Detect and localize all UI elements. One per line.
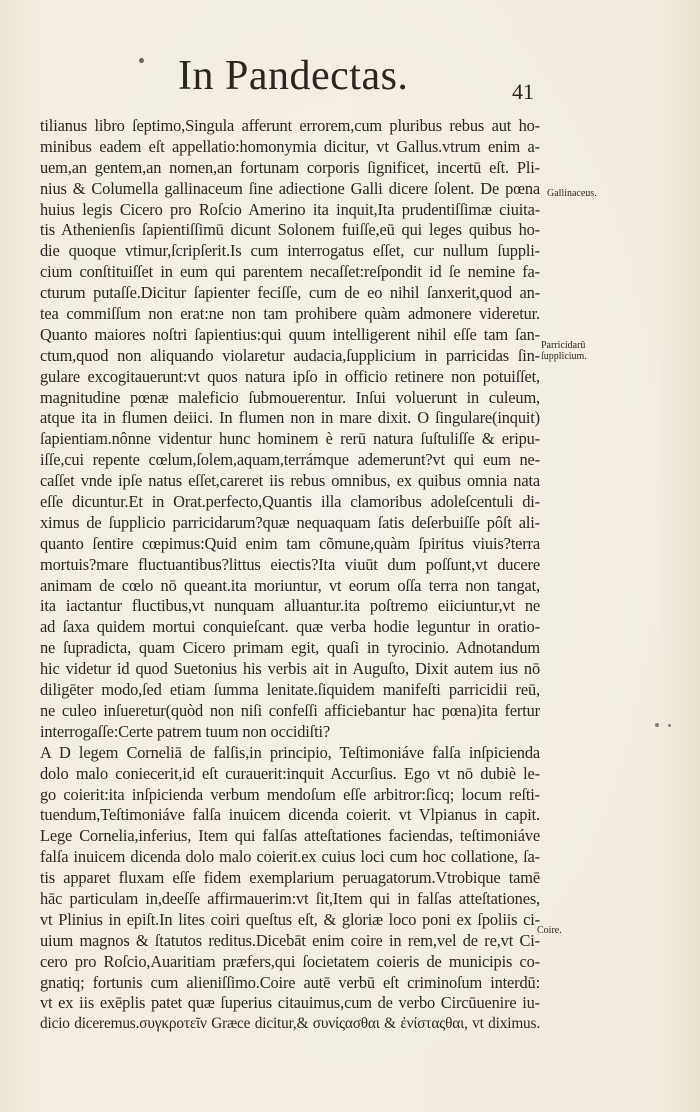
main-text-block [40,116,540,1035]
text-line: uem,an gentem,an nomen,an fortunam corporis ſignificet, incertū eſt. Pli- [40,157,540,177]
text-line: tea commiſſum non erat:ne non tam prohibere quàm admonere videretur. [40,304,540,324]
text-line: cturum putaſſe.Dicitur ſapienter feciſſe, cum de eo nihil ſanxerit,quod an- [40,283,540,303]
text-line: tuendum,Teſtimoniáve falſa inuicem dicenda coierit. vt Vlpianus in capit. [40,805,540,825]
text-line: cero pro Roſcio,Auaritiam præfers,qui ſocietatem coieris de municipis co- [40,951,540,971]
ink-speck [139,58,144,63]
text-line: quanto ſentire cœpimus:Quid enim tam cõmune,quàm ſpiritus viuis?terra [40,533,540,553]
text-line: die quoque vtimur,ſcripſerit.Is cum interrogatus eſſet, cur nullum ſuppli- [40,241,540,261]
text-line: nius & Columella gallinaceum ſine adiectione Galli dicere ſolent. De pœna [40,178,540,198]
text-line: falſa inuicem dicenda dolo malo coierit.ex cuius loci cum hoc collatione, ſa- [40,847,540,867]
ink-speck [668,724,671,727]
text-line: dolo malo coniecerit,id eſt curauerit:inquit Accurſius. Ego vt nō dubiè le- [40,763,540,783]
text-line: hāc particulam in,deeſſe affirmauerim:vt ſit,Item qui in falſas atteſtationes, [40,888,540,908]
text-line: interrogaſſe:Certe patrem tuum non occidiſti? [40,721,331,741]
text-line: vt Plinius in epiſt.In lites coiri queſtus eſt, & gloriæ loco poni ex ſpoliis ci- [40,909,540,929]
text-line: tilianus libro ſeptimo,Singula afferunt errorem,cum pluribus rebus aut ho- [40,116,540,135]
text-line: iſſe,cui repente cœlum,ſolem,aquam,terrámque ademerunt?vt qui eum ne- [40,450,540,470]
text-line: Quanto maiores noſtri ſapientius:qui quum intelligerent nihil eſſe tam ſan- [40,324,540,344]
ink-speck [655,723,659,727]
text-line: tis apparet fluxam eſſe fidem exemplarium peruagatorum.Vtrobique tamē [40,868,540,888]
text-line: Lege Cornelia,inferius, Item qui falſas atteſtationes faciendas, teſtimoniáve [40,826,540,846]
running-title: In Pandectas. [178,53,409,99]
text-line: vt ex iis exēplis patet quæ ſuperius citauimus,cum de verbo Circūuenire iu- [40,993,540,1013]
text-line: atque ita in flumen deiici. In flumen non in mare dixit. O ſingulare(inquit) [40,408,540,428]
text-line: animam de cœlo nō queant.ita moriuntur, vt eorum oſſa terra non tangat, [40,575,540,595]
text-line: caſſet vnde ipſe natus eſſet,careret iis rebus omnibus, ex quibus omnia nata [40,471,540,491]
text-line: cium conſtituiſſet in eum qui parentem necaſſet:reſpondit id ſe nemine fa- [40,262,540,282]
margin-note-parricidarum [541,340,587,362]
text-line: tis Athenienſis ſapientiſſimū dicunt Solonem fuiſſe,eū qui leges quibus ho- [40,220,540,240]
text-line: go coierit:ita inſpicienda verbum mendoſum eſſe arbitror:ſicq; locum reſti- [40,784,540,804]
text-line: huius legis Cicero pro Roſcio Amerino ita inquit,Ita prudentiſſimæ ciuita- [40,199,540,219]
text-line: ita iactantur fluctibus,vt nunquam alluantur.ita poſtremo eiiciuntur,vt ne [40,596,540,616]
margin-note-line: ſupplicium. [541,351,587,362]
text-line: uium magnos & ſtatutos reditus.Dicebāt enim coire in rem,vel de re,vt Ci- [40,930,540,950]
text-line: hic videtur id quod Suetonius his verbis ait in Auguſto, Dixit autem ius nō [40,659,540,679]
text-line: ctum,quod non aliquando violaretur audacia,ſupplicium in parricidas ſin- [40,345,540,365]
page-number: 41 [512,79,534,104]
margin-note-coire: Coire. [537,925,562,936]
text-line: eſſe dicuntur.Et in Orat.perfecto,Quantis illa clamoribus adoleſcentuli di- [40,492,540,512]
text-line: mortuis?mare fluctuantibus?littus eiectis?Ita viuūt dum poſſunt,vt ducere [40,554,540,574]
text-line: gnatiq; fortunis cum alieniſſimo.Coire autē verbū eſt criminoſum interdū: [40,972,540,992]
text-line: diligēter modo,ſed etiam ſumma lenitate.ſiquidem manifeſti parricidii reū, [40,680,540,700]
text-line: ne culeo inſueretur(quòd non niſi confeſſi afficiebantur hac pœna)ita fertur [40,700,540,720]
text-line: ximus de ſupplicio parricidarum?quæ nequaquam ſatis deſerbuiſſe pôſt ali- [40,512,540,532]
text-line: ne ſupradicta, quam Cicero primam egit, quaſi in tyrocinio. Adnotandum [40,638,540,658]
text-line: dicio diceremus.συγκροτεῖν Græce dicitur,& συνίςασθαι & ἐνίσταςθαι, vt diximus. [40,1015,540,1033]
text-line: ſapientiam.nônne videntur hunc hominem è rerū natura ſuſtuliſſe & eripu- [40,429,540,449]
margin-note-gallinaceus: Gallinaceus. [547,188,597,199]
margin-note-line: Parricidarū [541,340,586,351]
text-line: ad ſaxa quidem mortui conquieſcant. quæ verba hodie leguntur in oratio- [40,617,540,637]
text-line: gulare excogitauerunt:vt quos natura ipſo in officio retinere non potuiſſet, [40,366,540,386]
text-line: minibus eadem eſt appellatio:homonymia dicitur, vt Gallus.vtrum enim a- [40,136,540,156]
text-line: magnitudine pœnæ maleficio ſubmouerentur. Inſui voluerunt in culeum, [40,387,540,407]
text-line: A D legem Corneliā de falſis,in principio, Teſtimoniáve falſa inſpicienda [40,742,540,762]
